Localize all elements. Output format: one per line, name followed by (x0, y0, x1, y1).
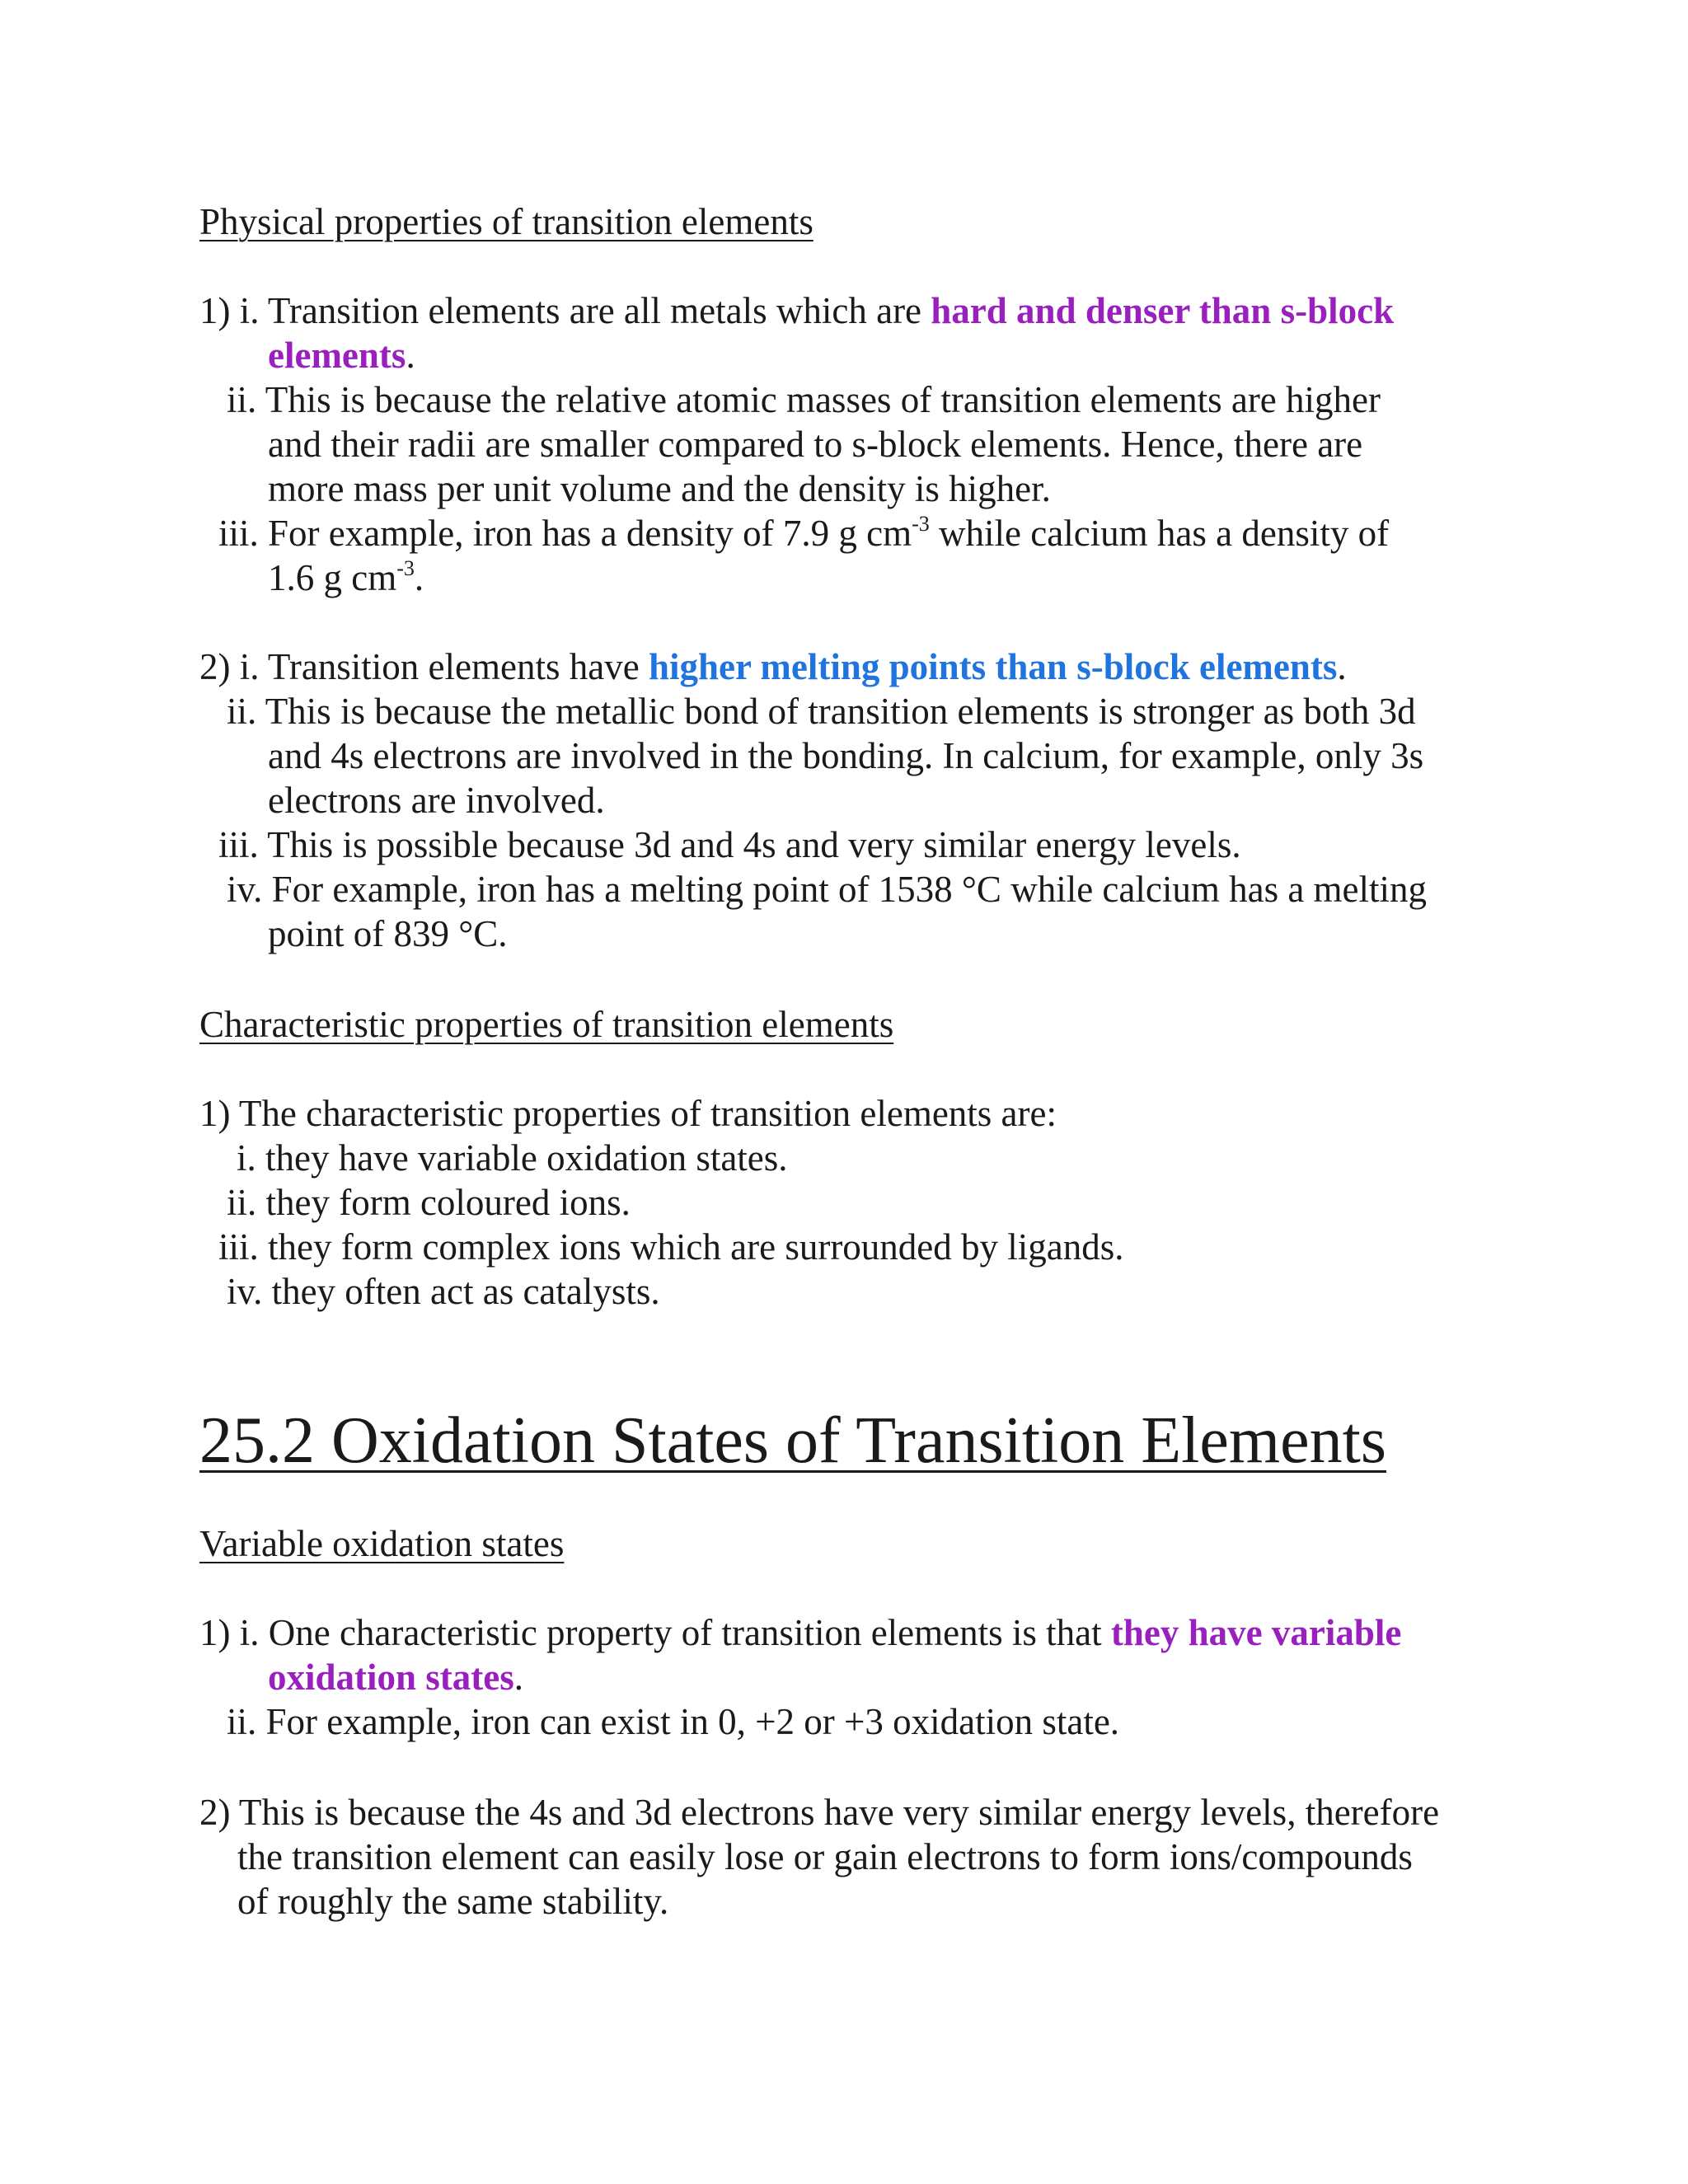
characteristic-line-2: i. they have variable oxidation states. (237, 1137, 788, 1179)
physical-point-1-line-4: and their radii are smaller compared to s-block elements. Hence, there are (268, 424, 1363, 465)
physical-point-1-line-7 (268, 555, 424, 600)
period: . (406, 335, 415, 376)
oxidation-point-2-line-2: the transition element can easily lose or gain electrons to form ions/compounds (237, 1836, 1413, 1877)
physical-point-1-line-3: ii. This is because the relative atomic masses of transition elements are higher (227, 379, 1381, 420)
physical-point-1-line-6 (218, 511, 1389, 555)
density-text: iii. For example, iron has a density of 7.9 g cm (218, 513, 912, 554)
superscript-minus-3: -3 (396, 556, 415, 580)
oxidation-point-1-line-1 (199, 1610, 1401, 1655)
characteristic-line-5: iv. they often act as catalysts. (227, 1271, 660, 1312)
period: . (513, 1657, 524, 1698)
characteristic-line-4: iii. they form complex ions which are surrounded by ligands. (218, 1226, 1124, 1268)
physical-point-1-text: 1) i. Transition elements are all metals which are (199, 290, 931, 331)
oxidation-point-2-line-1: 2) This is because the 4s and 3d electrons have very similar energy levels, therefore (199, 1792, 1440, 1833)
highlight-elements: elements (268, 335, 406, 376)
density-value: 1.6 g cm (268, 557, 397, 598)
oxidation-point-1-text: 1) i. One characteristic property of transition elements is that (199, 1612, 1111, 1653)
oxidation-point-1-line-2 (268, 1655, 523, 1699)
physical-point-2-text: 2) i. Transition elements have (199, 646, 649, 687)
physical-point-1-line-1 (199, 288, 1394, 333)
characteristic-line-1: 1) The characteristic properties of transition elements are: (199, 1093, 1057, 1134)
physical-point-2-line-7: point of 839 °C. (268, 913, 508, 954)
heading-physical-properties: Physical properties of transition elements (199, 201, 814, 242)
period: . (1337, 646, 1347, 687)
physical-point-1-line-5: more mass per unit volume and the density is higher. (268, 468, 1051, 509)
physical-point-2-line-1 (199, 644, 1347, 689)
superscript-minus-3: -3 (912, 512, 930, 536)
physical-point-2-line-3: and 4s electrons are involved in the bonding. In calcium, for example, only 3s (268, 735, 1424, 776)
physical-point-2-line-6: iv. For example, iron has a melting point of 1538 °C while calcium has a melting (227, 869, 1428, 910)
highlight-oxidation-states: oxidation states (268, 1657, 514, 1698)
physical-point-2-line-4: electrons are involved. (268, 780, 605, 821)
density-text-cont: while calcium has a density of (929, 513, 1390, 554)
heading-variable-oxidation-states: Variable oxidation states (199, 1523, 565, 1564)
highlight-melting-points: higher melting points than s-block elements (648, 646, 1338, 687)
section-title-oxidation-states: 25.2 Oxidation States of Transition Elements (199, 1404, 1386, 1477)
characteristic-line-3: ii. they form coloured ions. (227, 1182, 631, 1223)
oxidation-point-2-line-3: of roughly the same stability. (237, 1881, 669, 1922)
physical-point-2-line-5: iii. This is possible because 3d and 4s and very similar energy levels. (218, 824, 1241, 865)
highlight-hard-denser: hard and denser than s-block (931, 290, 1395, 331)
physical-point-2-line-2: ii. This is because the metallic bond of transition elements is stronger as both 3d (227, 691, 1416, 732)
physical-point-1-line-2 (268, 333, 415, 377)
heading-characteristic-properties: Characteristic properties of transition elements (199, 1004, 894, 1045)
period: . (414, 557, 424, 598)
highlight-variable: they have variable (1110, 1612, 1402, 1653)
oxidation-point-1-line-3: ii. For example, iron can exist in 0, +2 or +3 oxidation state. (227, 1701, 1120, 1742)
